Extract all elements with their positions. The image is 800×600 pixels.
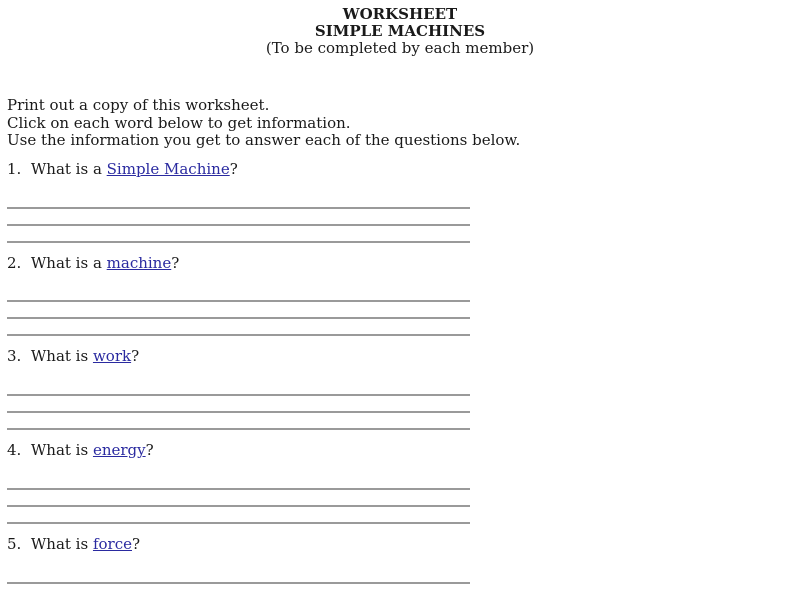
link-machine[interactable]: machine bbox=[106, 254, 172, 272]
question-1 bbox=[7, 160, 238, 178]
answer-line[interactable] bbox=[7, 411, 470, 413]
question-4 bbox=[7, 441, 154, 459]
answer-line[interactable] bbox=[7, 505, 470, 507]
answer-line[interactable] bbox=[7, 394, 470, 396]
answer-line[interactable] bbox=[7, 522, 470, 524]
worksheet-note: (To be completed by each member) bbox=[265, 39, 535, 57]
answer-line[interactable] bbox=[7, 428, 470, 430]
instruction-line: Use the information you get to answer each of the questions below. bbox=[7, 131, 521, 149]
question-5 bbox=[7, 535, 140, 553]
answer-line[interactable] bbox=[7, 334, 470, 336]
answer-line[interactable] bbox=[7, 488, 470, 490]
question-number: 1. bbox=[7, 160, 22, 178]
link-force[interactable]: force bbox=[92, 535, 132, 553]
question-text: What is bbox=[30, 347, 93, 365]
question-text: What is bbox=[30, 441, 93, 459]
question-mark: ? bbox=[229, 160, 238, 178]
question-number: 2. bbox=[7, 254, 22, 272]
question-mark: ? bbox=[131, 535, 141, 553]
answer-line[interactable] bbox=[7, 582, 470, 584]
answer-line[interactable] bbox=[7, 317, 470, 319]
answer-line[interactable] bbox=[7, 300, 470, 302]
answer-line[interactable] bbox=[7, 207, 470, 209]
question-mark: ? bbox=[145, 441, 154, 459]
question-2 bbox=[7, 254, 179, 272]
question-mark: ? bbox=[131, 347, 140, 365]
question-text: What is a bbox=[30, 254, 107, 272]
link-simple-machine[interactable]: Simple Machine bbox=[106, 160, 230, 178]
link-energy[interactable]: energy bbox=[92, 441, 146, 459]
question-mark: ? bbox=[171, 254, 180, 272]
question-number: 5. bbox=[7, 535, 22, 553]
instruction-line: Print out a copy of this worksheet. bbox=[7, 96, 270, 114]
worksheet-title: WORKSHEET bbox=[342, 5, 458, 23]
link-work[interactable]: work bbox=[92, 347, 132, 365]
question-number: 3. bbox=[7, 347, 22, 365]
answer-line[interactable] bbox=[7, 241, 470, 243]
answer-line[interactable] bbox=[7, 224, 470, 226]
question-text: What is bbox=[30, 535, 93, 553]
question-number: 4. bbox=[7, 441, 22, 459]
worksheet-header bbox=[0, 6, 800, 57]
instruction-line: Click on each word below to get information. bbox=[7, 113, 351, 132]
question-text: What is a bbox=[30, 160, 107, 178]
worksheet-subtitle: SIMPLE MACHINES bbox=[314, 22, 486, 40]
instructions bbox=[7, 97, 520, 150]
question-3 bbox=[7, 347, 139, 365]
